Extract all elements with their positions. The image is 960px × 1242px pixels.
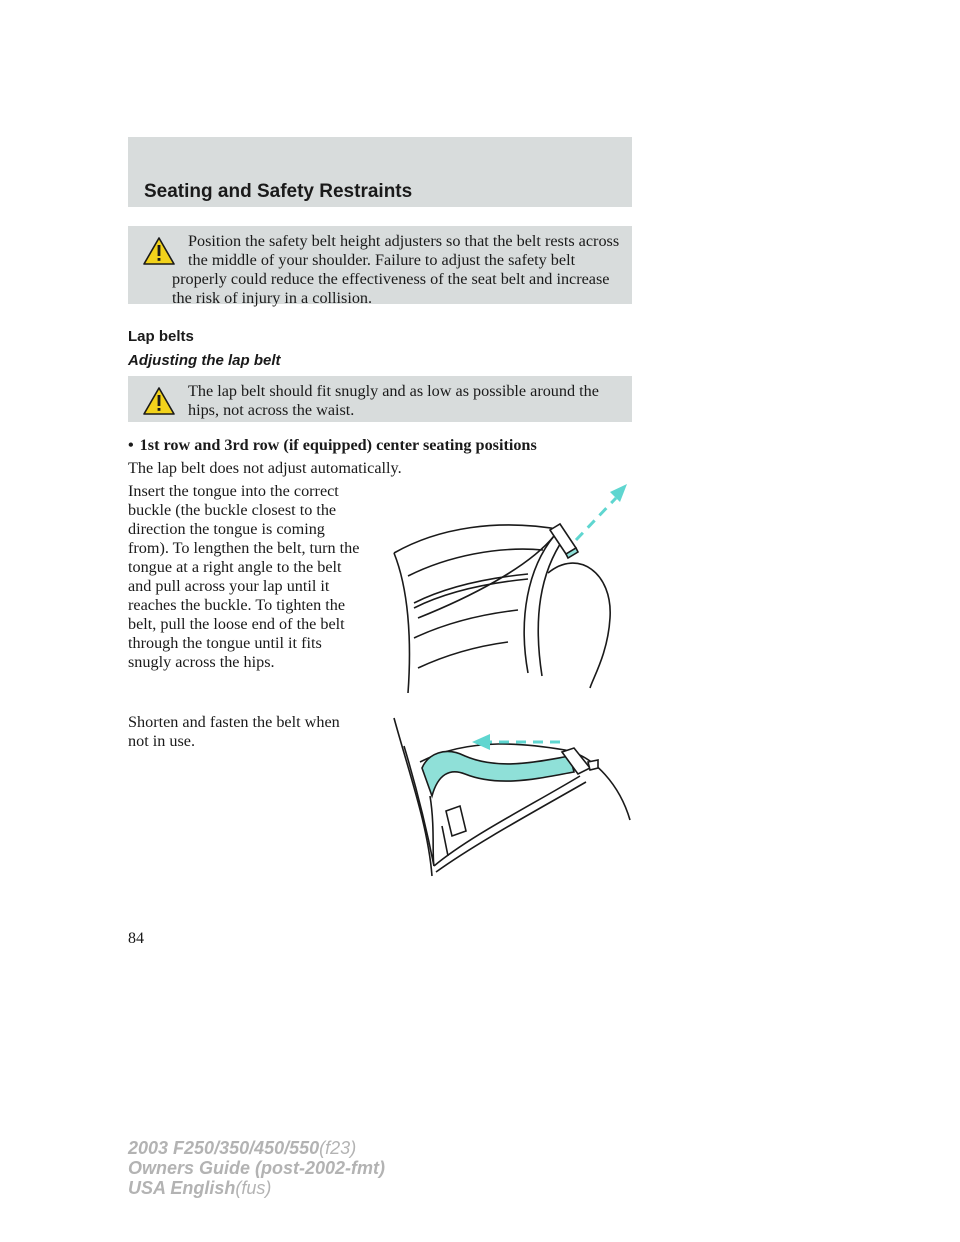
bullet-text: 1st row and 3rd row (if equipped) center seating positions xyxy=(139,436,537,454)
paragraph-line: reaches the buckle. To tighten the xyxy=(128,596,346,614)
paragraph-line: direction the tongue is coming xyxy=(128,520,325,538)
paragraph-line: through the tongue until it fits xyxy=(128,634,322,652)
paragraph-line: buckle (the buckle closest to the xyxy=(128,501,337,519)
lap-belts-heading: Lap belts xyxy=(128,328,194,345)
warning-text: Position the safety belt height adjusters so that the belt rests across the middle of your shoulder. Failure to adjust the safety belt properly could reduce the effectiveness of the seat belt and increase the risk of injury in a collision. xyxy=(172,232,620,307)
paragraph-line: and pull across your lap until it xyxy=(128,577,330,595)
warning-triangle-icon xyxy=(142,386,176,416)
paragraph-line: not in use. xyxy=(128,732,195,750)
paragraph-line: snugly across the hips. xyxy=(128,653,275,671)
section-header xyxy=(128,137,632,207)
footer-model: 2003 F250/350/450/550 xyxy=(128,1138,320,1158)
paragraph-line: belt, pull the loose end of the belt xyxy=(128,615,345,633)
section-title: Seating and Safety Restraints xyxy=(144,181,413,202)
lap-belt-note: The lap belt does not adjust automatically. xyxy=(128,459,402,477)
warning-box-height-adjuster xyxy=(128,226,632,307)
paragraph-line: Insert the tongue into the correct xyxy=(128,482,339,500)
shorten-belt-paragraph xyxy=(128,713,388,751)
paragraph-line: tongue at a right angle to the belt xyxy=(128,558,342,576)
footer-guide: Owners Guide (post-2002-fmt) xyxy=(128,1158,386,1178)
lap-belt-shortened-illustration xyxy=(390,716,636,880)
footer-language: USA English xyxy=(128,1178,236,1198)
insert-tongue-paragraph xyxy=(128,482,388,672)
paragraph-line: from). To lengthen the belt, turn the xyxy=(128,539,360,557)
footer-model-code: (f23) xyxy=(319,1138,357,1158)
document-footer xyxy=(128,1138,385,1198)
bullet-item xyxy=(128,436,537,455)
warning-box-lap-belt xyxy=(128,376,632,422)
bullet-symbol: • xyxy=(128,436,134,454)
lap-belt-lengthen-illustration xyxy=(378,478,634,696)
paragraph-line: Shorten and fasten the belt when xyxy=(128,713,340,731)
warning-text: The lap belt should fit snugly and as low as possible around the hips, not across the waist. xyxy=(188,382,599,419)
footer-language-code: (fus) xyxy=(235,1178,272,1198)
page-number: 84 xyxy=(128,930,144,947)
adjusting-lap-belt-heading: Adjusting the lap belt xyxy=(128,352,281,369)
warning-triangle-icon xyxy=(142,236,176,266)
